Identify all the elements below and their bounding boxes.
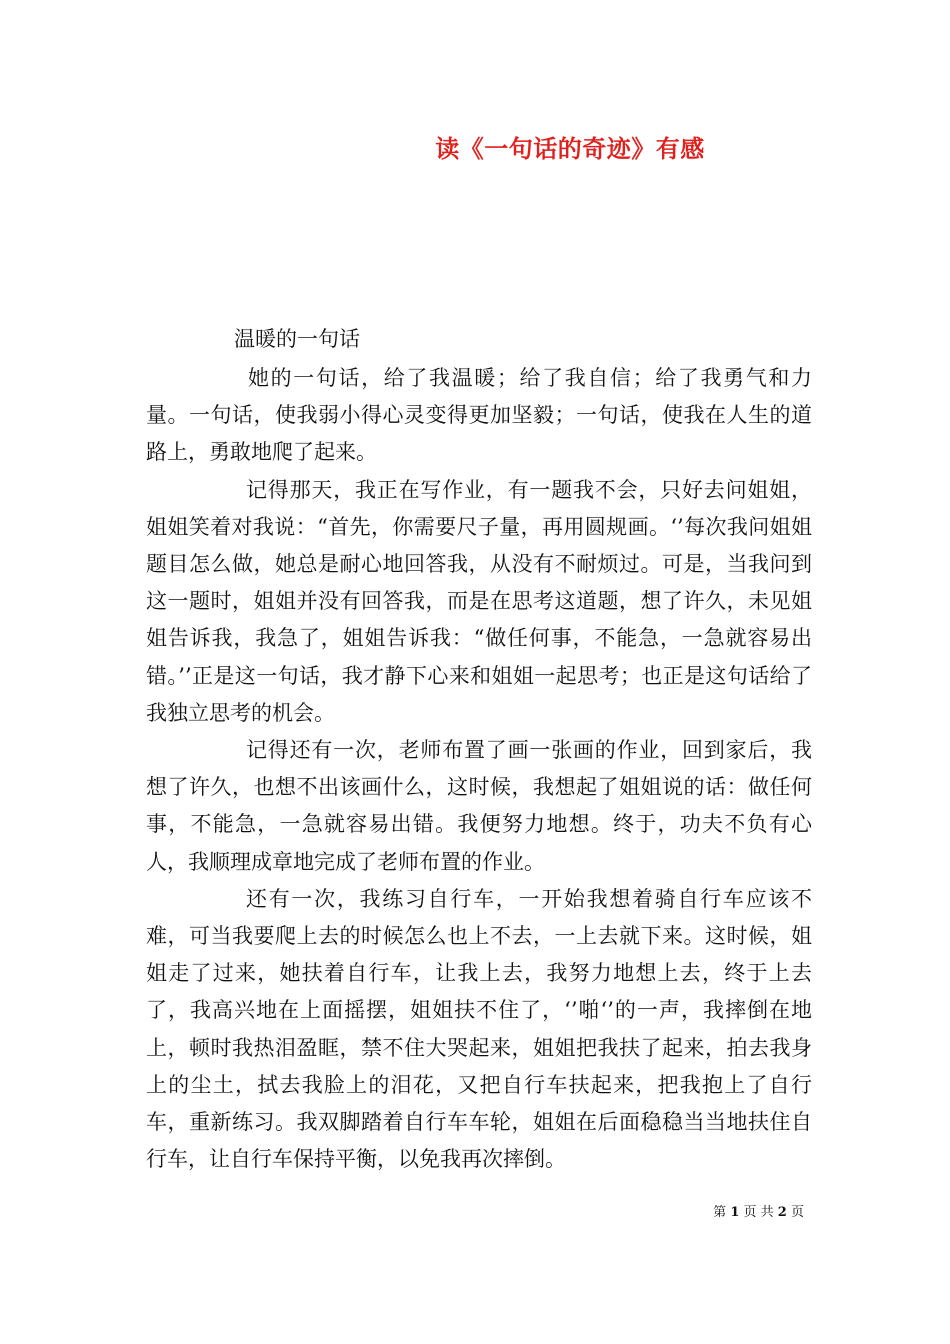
page-label-suffix: 页 — [790, 1205, 804, 1220]
document-body — [146, 360, 812, 1178]
total-page-number: 2 — [777, 1205, 787, 1220]
document-subtitle: 温暖的一句话 — [234, 327, 360, 351]
paragraph: 还有一次，我练习自行车，一开始我想着骑自行车应该不难，可当我要爬上去的时候怎么也上不去，一上去就下来。这时候，姐姐走了过来，她扶着自行车，让我上去，我努力地想上去，终于上去了，我高兴地在上面摇摆，姐姐扶不住了，‘’啪‘’的一声，我摔倒在地上，顿时我热泪盈眶，禁不住大哭起来，姐姐把我扶了起来，拍去我身上的尘土，拭去我脸上的泪花，又把自行车扶起来，把我抱上了自行车，重新练习。我双脚踏着自行车车轮，姐姐在后面稳稳当当地扶住自行车，让自行车保持平衡，以免我再次摔倒。 — [146, 886, 812, 1172]
document-title: 读《一句话的奇迹》有感 — [435, 134, 705, 163]
page-number-footer — [0, 1204, 950, 1222]
page-label-middle: 页 共 — [743, 1205, 774, 1220]
paragraph: 记得那天，我正在写作业，有一题我不会，只好去问姐姐，姐姐笑着对我说：“首先，你需要尺子量，再用圆规画。‘’每次我问姐姐题目怎么做，她总是耐心地回答我，从没有不耐烦过。可是，当我问到这一题时，姐姐并没有回答我，而是在思考这道题，想了许久，未见姐姐告诉我，我急了，姐姐告诉我：“做任何事，不能急，一急就容易出错。’’正是这一句话，我才静下心来和姐姐一起思考；也正是这句话给了我独立思考的机会。 — [146, 477, 812, 725]
paragraph: 记得还有一次，老师布置了画一张画的作业，回到家后，我想了许久，也想不出该画什么，这时候，我想起了姐姐说的话：做任何事，不能急，一急就容易出错。我便努力地想。终于，功夫不负有心人，我顺理成章地完成了老师布置的作业。 — [146, 738, 812, 874]
paragraph: 她的一句话，给了我温暖；给了我自信；给了我勇气和力量。一句话，使我弱小得心灵变得更加坚毅；一句话，使我在人生的道路上，勇敢地爬了起来。 — [146, 366, 812, 465]
page-label-prefix: 第 — [713, 1205, 727, 1220]
current-page-number: 1 — [730, 1205, 740, 1220]
